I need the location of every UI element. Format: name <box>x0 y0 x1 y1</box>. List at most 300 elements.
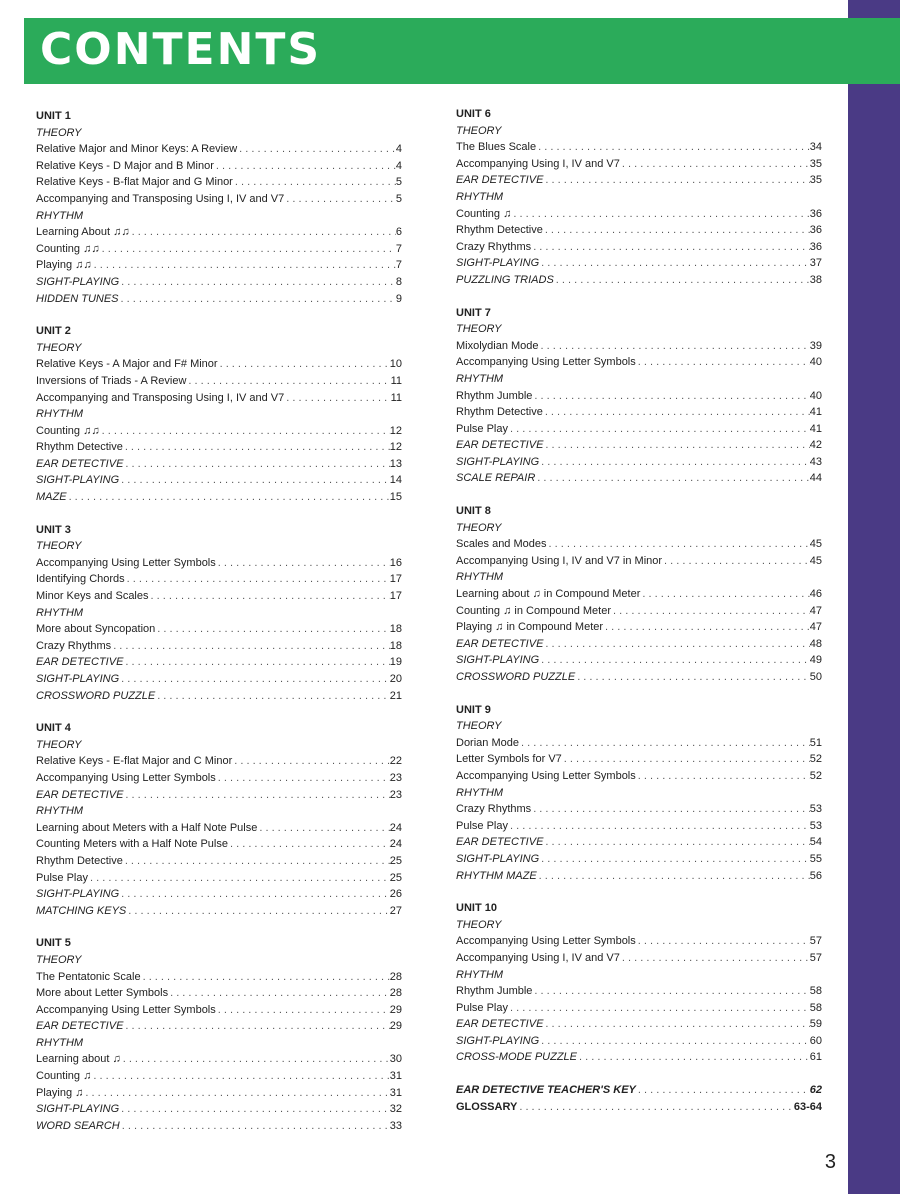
section-heading: THEORY <box>36 126 82 139</box>
dot-leader <box>577 1049 810 1066</box>
dot-leader <box>232 753 390 770</box>
toc-entry <box>36 969 402 986</box>
toc-entry-page: 39 <box>809 339 822 352</box>
toc-entry <box>36 555 402 572</box>
toc-entry-label: SCALE REPAIR <box>456 472 536 485</box>
toc-entry-label: CROSS-MODE PUZZLE <box>456 1051 578 1064</box>
toc-entry-label: WORD SEARCH <box>36 1119 120 1132</box>
toc-entry-label: Playing ♫♫ <box>36 259 92 272</box>
toc-entry-page: 9 <box>395 292 402 305</box>
toc-entry-label: SIGHT-PLAYING <box>36 474 120 487</box>
unit-section <box>456 106 822 289</box>
toc-entry <box>36 257 402 274</box>
toc-entry-label: EAR DETECTIVE <box>36 788 124 801</box>
toc-entry-page: 7 <box>395 259 402 272</box>
unit-title: UNIT 5 <box>36 937 71 950</box>
dot-leader <box>100 423 390 440</box>
unit-title: UNIT 4 <box>36 722 71 735</box>
toc-entry-label: Playing ♫ in Compound Meter <box>456 621 604 634</box>
toc-entry-page: 52 <box>809 769 822 782</box>
toc-entry <box>456 553 822 570</box>
toc-entry <box>456 470 822 487</box>
dot-leader <box>640 586 809 603</box>
toc-entry-page: 26 <box>389 888 402 901</box>
toc-entry <box>36 1018 402 1035</box>
toc-entry-page: 25 <box>389 871 402 884</box>
toc-entry-label: Crazy Rhythms <box>456 803 532 816</box>
dot-leader <box>284 191 396 208</box>
dot-leader <box>539 652 810 669</box>
unit-section <box>36 935 402 1134</box>
dot-leader <box>636 354 810 371</box>
toc-entry-page: 48 <box>809 637 822 650</box>
dot-leader <box>186 373 390 390</box>
toc-entry <box>456 404 822 421</box>
toc-entry-label: Rhythm Detective <box>36 854 123 867</box>
unit-section <box>456 503 822 686</box>
dot-leader <box>543 834 809 851</box>
toc-entry-label: SIGHT-PLAYING <box>456 852 540 865</box>
dot-leader <box>636 1082 810 1099</box>
dot-leader <box>83 1085 389 1102</box>
dot-leader <box>636 933 810 950</box>
toc-entry-page: 47 <box>809 604 822 617</box>
toc-entry <box>36 356 402 373</box>
toc-entry-page: 62 <box>809 1084 822 1097</box>
toc-entry-label: Relative Keys - E-flat Major and C Minor <box>36 755 233 768</box>
dot-leader <box>125 571 390 588</box>
toc-entry-label: SIGHT-PLAYING <box>456 455 540 468</box>
toc-entry-label: Accompanying and Transposing Using I, IV and V7 <box>36 192 285 205</box>
toc-entry-label: EAR DETECTIVE <box>456 439 544 452</box>
dot-leader <box>214 158 396 175</box>
toc-entry-label: RHYTHM MAZE <box>456 869 537 882</box>
toc-entry-page: 11 <box>390 374 402 387</box>
toc-entry <box>456 818 822 835</box>
toc-entry-label: GLOSSARY <box>456 1100 518 1113</box>
section-heading: RHYTHM <box>36 209 84 222</box>
toc-entry <box>36 224 402 241</box>
section-heading: RHYTHM <box>36 1036 84 1049</box>
toc-entry <box>456 983 822 1000</box>
toc-entry <box>36 1118 402 1135</box>
toc-entry <box>36 836 402 853</box>
page-title: CONTENTS <box>40 24 322 75</box>
toc-entry-label: EAR DETECTIVE <box>456 836 544 849</box>
toc-entry <box>456 156 822 173</box>
toc-entry-label: EAR DETECTIVE <box>456 1018 544 1031</box>
toc-entry <box>36 1051 402 1068</box>
toc-entry-label: Dorian Mode <box>456 736 519 749</box>
dot-leader <box>119 291 396 308</box>
toc-entry-page: 22 <box>389 755 402 768</box>
toc-entry-label: EAR DETECTIVE <box>36 1020 124 1033</box>
toc-entry-label: Accompanying Using I, IV and V7 <box>456 951 620 964</box>
toc-entry-page: 19 <box>389 656 402 669</box>
toc-entry-page: 49 <box>809 654 822 667</box>
dot-leader <box>539 255 810 272</box>
toc-entry <box>456 1033 822 1050</box>
toc-entry-label: Relative Keys - D Major and B Minor <box>36 159 214 172</box>
toc-entry-label: Mixolydian Mode <box>456 339 539 352</box>
toc-entry-label: Playing ♫ <box>36 1086 84 1099</box>
toc-entry-page: 46 <box>809 588 822 601</box>
toc-entry-page: 53 <box>809 803 822 816</box>
toc-entry-page: 29 <box>389 1020 402 1033</box>
toc-entry <box>456 950 822 967</box>
dot-leader <box>543 172 809 189</box>
toc-entry-page: 23 <box>389 788 402 801</box>
page-number: 3 <box>824 1151 836 1173</box>
toc-entry-page: 52 <box>809 753 822 766</box>
toc-entry <box>456 255 822 272</box>
toc-entry <box>36 241 402 258</box>
toc-entry-label: Counting ♫♫ <box>36 424 100 437</box>
toc-entry-label: Accompanying Using Letter Symbols <box>36 1003 216 1016</box>
dot-leader <box>535 470 809 487</box>
toc-entry-label: Counting ♫ in Compound Meter <box>456 604 611 617</box>
dot-leader <box>531 239 810 256</box>
unit-section <box>36 323 402 506</box>
toc-entry <box>36 1085 402 1102</box>
toc-entry <box>456 1082 822 1099</box>
toc-entry-label: MATCHING KEYS <box>36 904 127 917</box>
unit-section <box>456 1082 822 1115</box>
toc-entry-page: 20 <box>389 673 402 685</box>
dot-leader <box>532 983 809 1000</box>
toc-entry-label: Minor Keys and Scales <box>36 590 149 603</box>
toc-entry-label: SIGHT-PLAYING <box>36 275 120 288</box>
dot-leader <box>539 1033 810 1050</box>
toc-entry <box>36 1068 402 1085</box>
unit-title: UNIT 9 <box>456 703 491 716</box>
toc-entry <box>456 239 822 256</box>
toc-entry-page: 31 <box>389 1070 402 1083</box>
section-heading: THEORY <box>456 918 502 931</box>
dot-leader <box>123 1018 389 1035</box>
unit-section <box>456 702 822 885</box>
dot-leader <box>130 224 396 241</box>
dot-leader <box>216 770 390 787</box>
toc-entry-label: Relative Major and Minor Keys: A Review <box>36 143 238 156</box>
toc-entry-label: Accompanying Using Letter Symbols <box>36 556 216 569</box>
dot-leader <box>508 1000 810 1017</box>
toc-entry <box>456 222 822 239</box>
dot-leader <box>123 456 389 473</box>
toc-entry-page: 36 <box>809 240 822 253</box>
dot-leader <box>547 536 810 553</box>
toc-entry-label: SIGHT-PLAYING <box>456 1034 540 1047</box>
toc-entry-label: Learning about ♫ in Compound Meter <box>456 588 641 601</box>
toc-entry <box>36 390 402 407</box>
dot-leader <box>511 206 809 223</box>
dot-leader <box>123 787 389 804</box>
toc-entry-label: Rhythm Detective <box>36 441 123 454</box>
dot-leader <box>168 985 390 1002</box>
toc-entry-page: 45 <box>809 538 822 551</box>
toc-entry-label: Letter Symbols for V7 <box>456 753 562 766</box>
toc-entry-page: 58 <box>809 985 822 998</box>
toc-entry-label: Accompanying Using Letter Symbols <box>36 771 216 784</box>
section-heading: RHYTHM <box>456 372 504 385</box>
section-heading: RHYTHM <box>456 190 504 203</box>
toc-entry-label: Pulse Play <box>456 422 508 435</box>
toc-entry-page: 18 <box>389 639 402 652</box>
toc-entry <box>456 1099 822 1116</box>
section-heading: THEORY <box>456 124 502 137</box>
dot-leader <box>662 553 810 570</box>
toc-entry-page: 16 <box>389 556 402 569</box>
toc-entry <box>456 652 822 669</box>
toc-entry-page: 40 <box>809 389 822 402</box>
toc-entry-page: 41 <box>809 406 822 419</box>
dot-leader <box>91 1068 389 1085</box>
dot-leader <box>531 801 810 818</box>
dot-leader <box>141 969 390 986</box>
dot-leader <box>155 621 390 638</box>
toc-entry <box>456 669 822 686</box>
toc-entry-label: Counting Meters with a Half Note Pulse <box>36 838 228 851</box>
toc-entry-label: Rhythm Detective <box>456 406 543 419</box>
toc-entry <box>36 439 402 456</box>
toc-entry-page: 57 <box>809 951 822 964</box>
toc-entry <box>36 985 402 1002</box>
toc-entry-page: 44 <box>809 472 822 485</box>
toc-entry-label: More about Letter Symbols <box>36 987 169 1000</box>
toc-entry-label: Identifying Chords <box>36 573 125 586</box>
unit-section <box>36 720 402 919</box>
section-heading: RHYTHM <box>36 408 84 421</box>
section-heading: RHYTHM <box>36 606 84 619</box>
unit-section <box>456 305 822 488</box>
toc-entry-label: Accompanying Using Letter Symbols <box>456 356 636 369</box>
toc-entry-page: 24 <box>389 821 402 834</box>
toc-entry-label: Rhythm Jumble <box>456 985 533 998</box>
dot-leader <box>123 853 390 870</box>
toc-entry-label: SIGHT-PLAYING <box>456 257 540 270</box>
toc-entry <box>36 638 402 655</box>
toc-entry-page: 54 <box>809 836 822 849</box>
toc-entry <box>36 158 402 175</box>
toc-entry-label: Accompanying Using Letter Symbols <box>456 769 636 782</box>
unit-title: UNIT 10 <box>456 902 497 915</box>
toc-entry-page: 59 <box>809 1018 822 1031</box>
unit-title: UNIT 7 <box>456 306 491 319</box>
toc-entry <box>456 536 822 553</box>
toc-entry <box>456 768 822 785</box>
toc-entry-label: MAZE <box>36 491 67 504</box>
dot-leader <box>119 274 396 291</box>
dot-leader <box>532 388 809 405</box>
toc-entry-page: 61 <box>809 1051 822 1064</box>
dot-leader <box>636 768 810 785</box>
dot-leader <box>620 156 810 173</box>
toc-entry <box>456 172 822 189</box>
dot-leader <box>543 404 810 421</box>
toc-entry-label: EAR DETECTIVE <box>36 457 124 470</box>
toc-entry-label: Rhythm Jumble <box>456 389 533 402</box>
toc-entry <box>36 886 402 903</box>
toc-entry-page: 34 <box>809 141 822 154</box>
toc-entry <box>36 571 402 588</box>
toc-entry <box>36 588 402 605</box>
toc-entry <box>36 671 402 688</box>
toc-entry <box>456 454 822 471</box>
dot-leader <box>539 454 810 471</box>
dot-leader <box>611 603 810 620</box>
dot-leader <box>119 886 390 903</box>
section-heading: RHYTHM <box>456 786 504 799</box>
toc-entry-page: 28 <box>389 987 402 1000</box>
toc-entry-page: 13 <box>389 457 402 470</box>
toc-entry-page: 45 <box>809 554 822 567</box>
toc-entry-page: 47 <box>809 621 822 634</box>
unit-title: UNIT 6 <box>456 108 491 120</box>
toc-entry <box>36 291 402 308</box>
dot-leader <box>155 688 390 705</box>
dot-leader <box>233 174 396 191</box>
unit-section <box>36 108 402 307</box>
unit-section <box>456 900 822 1066</box>
section-heading: THEORY <box>36 540 82 553</box>
toc-entry-page: 25 <box>389 854 402 867</box>
toc-entry-label: Crazy Rhythms <box>36 639 112 652</box>
toc-entry-page: 29 <box>389 1003 402 1016</box>
toc-entry <box>456 437 822 454</box>
toc-entry-label: Accompanying Using I, IV and V7 in Minor <box>456 554 663 567</box>
dot-leader <box>119 1101 390 1118</box>
toc-entry <box>456 421 822 438</box>
toc-entry-page: 5 <box>395 176 402 189</box>
dot-leader <box>100 241 396 258</box>
toc-entry-page: 21 <box>389 689 402 702</box>
dot-leader <box>111 638 390 655</box>
dot-leader <box>123 654 389 671</box>
toc-entry <box>36 621 402 638</box>
toc-entry <box>456 636 822 653</box>
toc-entry-page: 33 <box>389 1119 402 1132</box>
toc-entry <box>36 373 402 390</box>
dot-leader <box>539 851 810 868</box>
toc-entry-page: 4 <box>395 159 402 172</box>
toc-entry-label: EAR DETECTIVE <box>456 637 544 650</box>
toc-entry-page: 57 <box>809 935 822 948</box>
dot-leader <box>216 1002 390 1019</box>
toc-entry <box>36 141 402 158</box>
toc-entry <box>36 1002 402 1019</box>
toc-entry-page: 60 <box>809 1034 822 1047</box>
dot-leader <box>67 489 390 506</box>
toc-entry-label: EAR DETECTIVE <box>456 174 544 187</box>
side-color-bar <box>848 0 900 1194</box>
toc-entry-label: Crazy Rhythms <box>456 240 532 253</box>
toc-entry-label: PUZZLING TRIADS <box>456 273 554 286</box>
section-heading: THEORY <box>456 720 502 733</box>
dot-leader <box>517 1099 794 1116</box>
toc-entry-label: Counting ♫♫ <box>36 242 100 255</box>
unit-title: UNIT 8 <box>456 505 491 518</box>
section-heading: THEORY <box>456 323 502 336</box>
toc-entry-label: Learning about ♫ <box>36 1053 121 1066</box>
toc-entry-label: CROSSWORD PUZZLE <box>36 689 156 702</box>
toc-entry-label: Rhythm Detective <box>456 224 543 237</box>
dot-leader <box>620 950 810 967</box>
toc-entry-page: 40 <box>809 356 822 369</box>
toc-entry <box>36 456 402 473</box>
toc-entry-page: 51 <box>809 736 822 749</box>
section-heading: RHYTHM <box>456 571 504 584</box>
section-heading: RHYTHM <box>456 968 504 981</box>
toc-entry <box>36 174 402 191</box>
toc-entry-label: SIGHT-PLAYING <box>36 673 120 685</box>
toc-entry-page: 8 <box>395 275 402 288</box>
toc-entry-label: Scales and Modes <box>456 538 547 551</box>
toc-entry-page: 12 <box>389 441 402 454</box>
dot-leader <box>543 636 809 653</box>
toc-entry-label: Learning About ♫♫ <box>36 226 130 239</box>
toc-entry <box>456 619 822 636</box>
section-heading: THEORY <box>36 953 82 966</box>
toc-entry-label: Inversions of Triads - A Review <box>36 374 187 387</box>
toc-entry <box>36 423 402 440</box>
dot-leader <box>119 472 390 489</box>
toc-entry <box>36 489 402 506</box>
section-heading: THEORY <box>456 521 502 534</box>
toc-entry-label: Accompanying Using Letter Symbols <box>456 935 636 948</box>
toc-entry-label: SIGHT-PLAYING <box>456 654 540 667</box>
toc-entry-label: Counting ♫ <box>36 1070 92 1083</box>
toc-entry-page: 4 <box>395 143 402 156</box>
toc-entry <box>456 388 822 405</box>
toc-entry-page: 15 <box>389 491 402 504</box>
toc-entry <box>36 472 402 489</box>
toc-entry-page: 35 <box>809 174 822 187</box>
toc-entry-page: 41 <box>809 422 822 435</box>
toc-entry <box>36 274 402 291</box>
toc-entry <box>36 787 402 804</box>
toc-entry-page: 43 <box>809 455 822 468</box>
toc-entry-label: The Blues Scale <box>456 141 537 154</box>
toc-entry-label: More about Syncopation <box>36 623 156 636</box>
toc-entry <box>456 1000 822 1017</box>
unit-title: UNIT 3 <box>36 523 71 536</box>
dot-leader <box>88 870 390 887</box>
toc-entry-page: 28 <box>389 970 402 983</box>
dot-leader <box>537 868 810 885</box>
toc-entry-page: 10 <box>389 358 402 371</box>
toc-entry-label: Accompanying Using I, IV and V7 <box>456 157 620 170</box>
section-heading: THEORY <box>36 341 82 354</box>
toc-entry <box>456 272 822 289</box>
toc-entry <box>456 851 822 868</box>
toc-entry-page: 42 <box>809 439 822 452</box>
toc-entry <box>456 735 822 752</box>
unit-title: UNIT 1 <box>36 110 71 122</box>
toc-entry-page: 6 <box>395 226 402 239</box>
toc-entry-label: Relative Keys - B-flat Major and G Minor <box>36 176 233 189</box>
dot-leader <box>237 141 396 158</box>
dot-leader <box>119 671 390 688</box>
dot-leader <box>603 619 810 636</box>
toc-entry <box>36 903 402 920</box>
dot-leader <box>543 437 809 454</box>
toc-entry-label: Relative Keys - A Major and F# Minor <box>36 358 218 371</box>
unit-section <box>36 522 402 705</box>
toc-entry-page: 63-64 <box>793 1100 822 1113</box>
toc-entry-label: HIDDEN TUNES <box>36 292 119 305</box>
dot-leader <box>216 555 390 572</box>
toc-entry <box>456 603 822 620</box>
